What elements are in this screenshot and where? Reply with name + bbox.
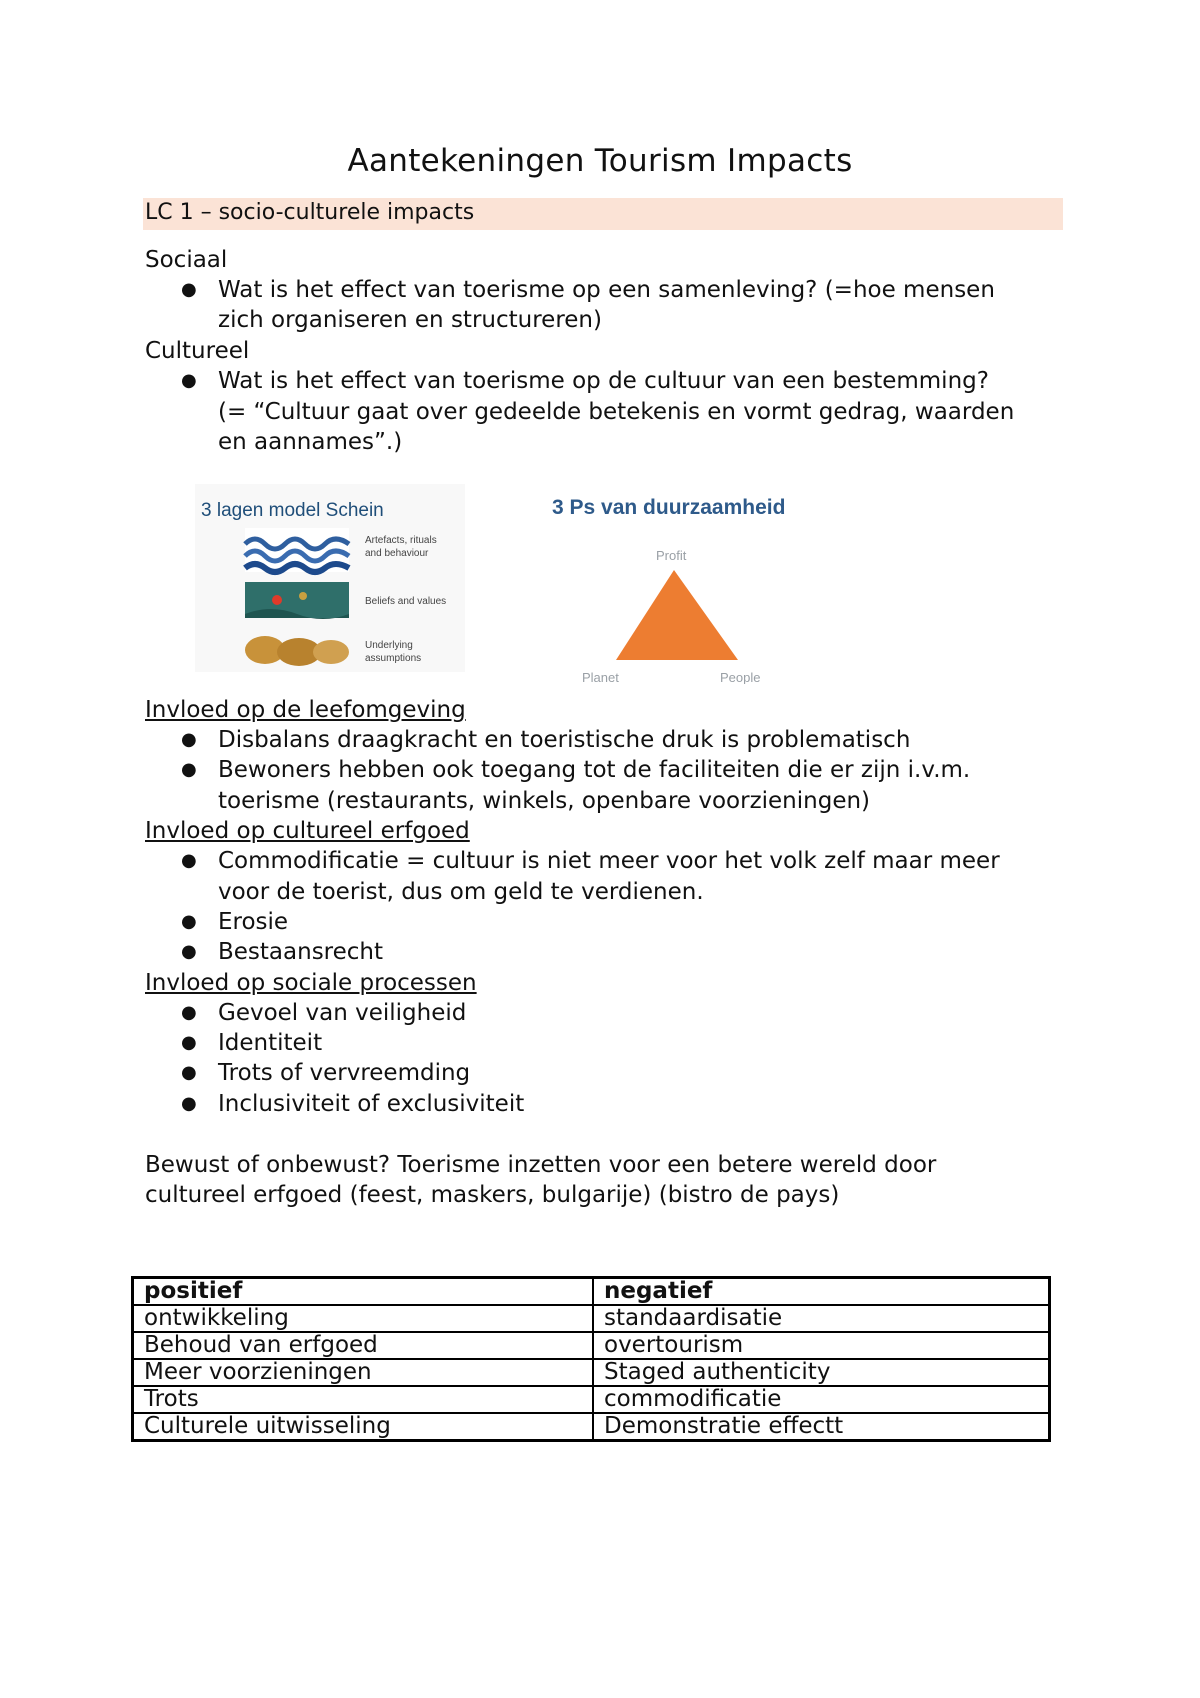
table-cell: Staged authenticity xyxy=(593,1359,1050,1386)
leefomgeving-bullet-2-line1: Bewoners hebben ook toegang tot de faciliteiten die er zijn i.v.m. xyxy=(218,757,971,783)
sociale-bullet-2: Identiteit xyxy=(218,1030,323,1056)
svg-text:and behaviour: and behaviour xyxy=(365,548,429,559)
people-label: People xyxy=(720,670,761,684)
bullet-icon: ● xyxy=(181,729,197,750)
svg-text:Artefacts, rituals: Artefacts, rituals xyxy=(365,535,437,546)
sociale-heading: Invloed op sociale processen xyxy=(145,970,477,996)
cultureel-bullet-line1: Wat is het effect van toerisme op de cultuur van een bestemming? xyxy=(218,368,989,394)
table-cell: Demonstratie effectt xyxy=(593,1413,1050,1441)
table-header-positief: positief xyxy=(133,1278,594,1306)
table-row xyxy=(133,1386,1050,1413)
sociale-bullet-3: Trots of vervreemding xyxy=(218,1060,471,1086)
erfgoed-bullet-1-line2: voor de toerist, dus om geld te verdienen. xyxy=(218,879,704,905)
bullet-icon: ● xyxy=(181,1062,197,1083)
cultureel-bullet-line3: en aannames”.) xyxy=(218,429,403,455)
triangle-icon xyxy=(616,570,738,660)
erfgoed-bullet-2: Erosie xyxy=(218,909,289,935)
erfgoed-bullet-3: Bestaansrecht xyxy=(218,939,384,965)
svg-text:assumptions: assumptions xyxy=(365,653,422,664)
section-heading-bar xyxy=(143,198,1063,230)
table-header-negatief: negatief xyxy=(593,1278,1050,1306)
table-cell: Behoud van erfgoed xyxy=(133,1332,594,1359)
schein-model-figure xyxy=(195,484,465,672)
table-row xyxy=(133,1305,1050,1332)
rocks-icon xyxy=(245,636,349,666)
planet-label: Planet xyxy=(582,670,619,684)
bewust-line2: cultureel erfgoed (feest, maskers, bulgarije) (bistro de pays) xyxy=(145,1182,840,1208)
sociaal-heading: Sociaal xyxy=(145,247,228,273)
three-ps-figure xyxy=(548,484,818,684)
cultureel-bullet-line2: (= “Cultuur gaat over gedeelde betekenis en vormt gedrag, waarden xyxy=(218,399,1015,425)
section-heading: LC 1 – socio-culturele impacts xyxy=(145,200,475,225)
leefomgeving-heading: Invloed op de leefomgeving xyxy=(145,697,466,723)
table-cell: overtourism xyxy=(593,1332,1050,1359)
svg-text:Beliefs and values: Beliefs and values xyxy=(365,596,447,607)
cultureel-heading: Cultureel xyxy=(145,338,250,364)
sociale-bullet-4: Inclusiviteit of exclusiviteit xyxy=(218,1091,525,1117)
leefomgeving-bullet-2-line2: toerisme (restaurants, winkels, openbare voorzieningen) xyxy=(218,788,871,814)
erfgoed-bullet-1-line1: Commodificatie = cultuur is niet meer voor het volk zelf maar meer xyxy=(218,848,1000,874)
table-header-row xyxy=(133,1278,1050,1306)
table-row xyxy=(133,1359,1050,1386)
table-row xyxy=(133,1332,1050,1359)
table-cell: Meer voorzieningen xyxy=(133,1359,594,1386)
erfgoed-heading: Invloed op cultureel erfgoed xyxy=(145,818,470,844)
bullet-icon: ● xyxy=(181,1093,197,1114)
sociaal-bullet-line2: zich organiseren en structureren) xyxy=(218,307,602,333)
waves-icon xyxy=(245,528,349,572)
svg-text:Underlying: Underlying xyxy=(365,640,413,651)
table-cell: standaardisatie xyxy=(593,1305,1050,1332)
bullet-icon: ● xyxy=(181,1032,197,1053)
sociaal-bullet-line1: Wat is het effect van toerisme op een samenleving? (=hoe mensen xyxy=(218,277,995,303)
three-ps-title: 3 Ps van duurzaamheid xyxy=(552,496,786,519)
leefomgeving-bullet-1: Disbalans draagkracht en toeristische druk is problematisch xyxy=(218,727,911,753)
sociale-bullet-1: Gevoel van veiligheid xyxy=(218,1000,467,1026)
bullet-icon: ● xyxy=(181,941,197,962)
table-row xyxy=(133,1413,1050,1441)
impacts-table xyxy=(131,1276,1051,1442)
bullet-icon: ● xyxy=(181,370,197,391)
profit-label: Profit xyxy=(656,548,687,563)
schein-title: 3 lagen model Schein xyxy=(201,500,384,521)
table-cell: Trots xyxy=(133,1386,594,1413)
table-cell: commodificatie xyxy=(593,1386,1050,1413)
bullet-icon: ● xyxy=(181,759,197,780)
table-cell: ontwikkeling xyxy=(133,1305,594,1332)
bullet-icon: ● xyxy=(181,1002,197,1023)
bullet-icon: ● xyxy=(181,850,197,871)
underwater-icon xyxy=(245,582,349,619)
table-cell: Culturele uitwisseling xyxy=(133,1413,594,1441)
bullet-icon: ● xyxy=(181,279,197,300)
bewust-line1: Bewust of onbewust? Toerisme inzetten voor een betere wereld door xyxy=(145,1152,937,1178)
bullet-icon: ● xyxy=(181,911,197,932)
page-title: Aantekeningen Tourism Impacts xyxy=(347,143,853,179)
